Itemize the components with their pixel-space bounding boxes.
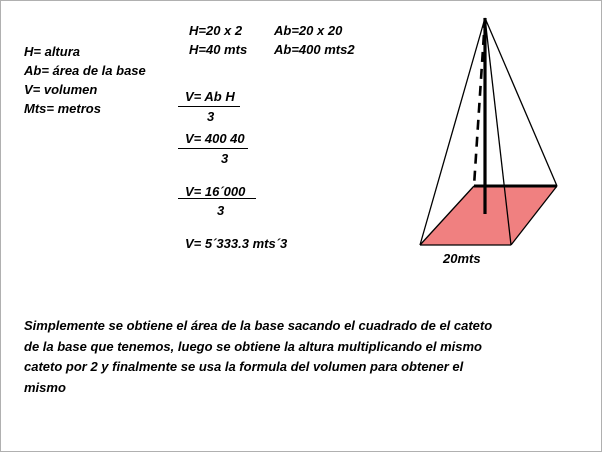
volume-step3-numerator: V= 16´000 bbox=[185, 184, 246, 199]
legend-volumen: V= volumen bbox=[24, 82, 98, 97]
volume-result: V= 5´333.3 mts´3 bbox=[185, 236, 288, 251]
volume-step1-numerator: V= Ab H bbox=[185, 89, 235, 104]
edge-apex-back-right bbox=[485, 18, 557, 186]
edge-apex-back-left-hidden bbox=[474, 18, 485, 186]
legend-altura: H= altura bbox=[24, 44, 80, 59]
h-result: H=40 mts bbox=[189, 42, 248, 57]
volume-step3-denominator: 3 bbox=[217, 203, 225, 218]
explanation-text: Simplemente se obtiene el área de la base sacando el cuadrado de el cateto de la base que tenemos, luego se obtiene la altura multiplicando el mismo cateto por 2 y finalmente se usa la formula del volumen para obtener el mismo bbox=[24, 318, 493, 395]
volume-step2-numerator: V= 400 40 bbox=[185, 131, 245, 146]
pyramid-base bbox=[420, 186, 557, 245]
ab-formula: Ab=20 x 20 bbox=[274, 23, 343, 38]
ab-result: Ab=400 mts2 bbox=[274, 42, 355, 57]
legend-area-base: Ab= área de la base bbox=[24, 63, 146, 78]
legend-metros: Mts= metros bbox=[24, 101, 101, 116]
side-length-label: 20mts bbox=[443, 251, 481, 266]
h-formula: H=20 x 2 bbox=[189, 23, 243, 38]
volume-step2-denominator: 3 bbox=[221, 151, 229, 166]
volume-step1-denominator: 3 bbox=[207, 109, 215, 124]
